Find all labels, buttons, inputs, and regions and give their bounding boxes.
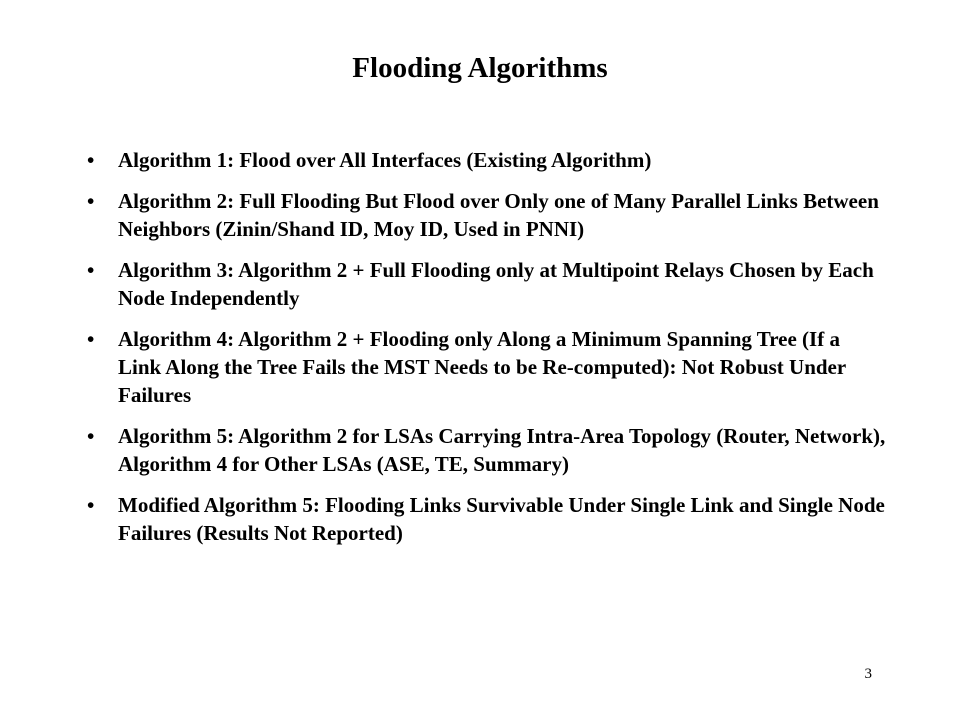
bullet-icon: •: [87, 424, 95, 448]
bullet-text: Modified Algorithm 5: Flooding Links Survivable Under Single Link and Single Node Failures (Results Not Reported): [118, 493, 885, 545]
bullet-icon: •: [87, 327, 95, 351]
bullet-item-2: [87, 187, 887, 243]
bullet-text: Algorithm 5: Algorithm 2 for LSAs Carrying Intra-Area Topology (Router, Network), Algorithm 4 for Other LSAs (ASE, TE, Summary): [118, 424, 886, 476]
bullet-item-4: [87, 325, 887, 409]
page-number: 3: [864, 666, 872, 682]
bullet-list: [87, 146, 887, 560]
bullet-item-5: [87, 422, 887, 478]
bullet-text: Algorithm 4: Algorithm 2 + Flooding only Along a Minimum Spanning Tree (If a Link Along the Tree Fails the MST Needs to be Re-computed): Not Robust Under Failures: [118, 327, 846, 407]
bullet-text: Algorithm 2: Full Flooding But Flood over Only one of Many Parallel Links Between Neighbors (Zinin/Shand ID, Moy ID, Used in PNNI): [118, 189, 879, 241]
slide-title: Flooding Algorithms: [352, 52, 608, 84]
bullet-item-3: [87, 256, 887, 312]
bullet-text: Algorithm 1: Flood over All Interfaces (Existing Algorithm): [118, 148, 652, 172]
bullet-icon: •: [87, 493, 95, 517]
bullet-icon: •: [87, 148, 95, 172]
bullet-text: Algorithm 3: Algorithm 2 + Full Flooding only at Multipoint Relays Chosen by Each Node Independently: [118, 258, 874, 310]
bullet-item-6: [87, 491, 887, 547]
bullet-icon: •: [87, 189, 95, 213]
bullet-icon: •: [87, 258, 95, 282]
bullet-item-1: [87, 146, 887, 174]
